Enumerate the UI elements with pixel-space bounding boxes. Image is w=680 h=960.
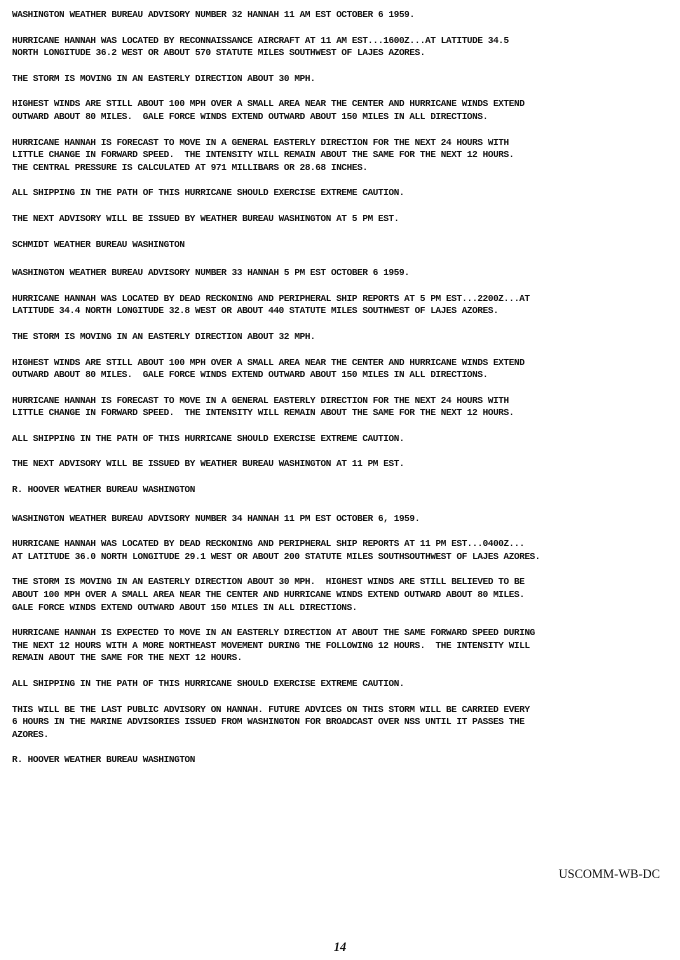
advisory-forecast: HURRICANE HANNAH IS FORECAST TO MOVE IN A GENERAL EASTERLY DIRECTION FOR THE NEXT 24 HOURS WITH LITTLE CHANGE IN FORWARD SPEED. THE INTENSITY WILL REMAIN ABOUT THE SAME FOR THE NEXT 12 HOURS. THE CENTRAL PRESSURE IS CALCULATED AT 971 MILLIBARS OR 28.68 INCHES. <box>12 136 514 173</box>
advisory-forecast: HURRICANE HANNAH IS EXPECTED TO MOVE IN AN EASTERLY DIRECTION AT ABOUT THE SAME FORWARD SPEED DURING THE NEXT 12 HOURS WITH A MORE NORTHEAST MOVEMENT DURING THE FOLLOWING 12 HOURS. THE INTENSITY WILL REMAIN ABOUT THE SAME FOR THE NEXT 12 HOURS. <box>12 627 535 664</box>
advisory-location: HURRICANE HANNAH WAS LOCATED BY DEAD RECKONING AND PERIPHERAL SHIP REPORTS AT 11 PM EST...0400Z... AT LATITUDE 36.0 NORTH LONGITUDE 29.1 WEST OR ABOUT 200 STATUTE MILES SOUTHSOUTHWEST OF LAJES AZORES. <box>12 538 541 562</box>
advisory-document <box>12 9 676 767</box>
advisory-shipping: ALL SHIPPING IN THE PATH OF THIS HURRICANE SHOULD EXERCISE EXTREME CAUTION. <box>12 678 405 689</box>
advisory-winds: HIGHEST WINDS ARE STILL ABOUT 100 MPH OVER A SMALL AREA NEAR THE CENTER AND HURRICANE WINDS EXTEND OUTWARD ABOUT 80 MILES. GALE FORCE WINDS EXTEND OUTWARD ABOUT 150 MILES IN ALL DIRECTIONS. <box>12 356 525 381</box>
advisory-header: WASHINGTON WEATHER BUREAU ADVISORY NUMBER 34 HANNAH 11 PM EST OCTOBER 6, 1959. <box>12 512 420 524</box>
advisory-movement: THE STORM IS MOVING IN AN EASTERLY DIRECTION ABOUT 30 MPH. <box>12 72 316 84</box>
advisory-next: THE NEXT ADVISORY WILL BE ISSUED BY WEATHER BUREAU WASHINGTON AT 11 PM EST. <box>12 458 405 470</box>
advisory-location: HURRICANE HANNAH WAS LOCATED BY DEAD RECKONING AND PERIPHERAL SHIP REPORTS AT 5 PM EST...2200Z...AT LATITUDE 34.4 NORTH LONGITUDE 32.8 WEST OR ABOUT 440 STATUTE MILES SOUTHWEST OF LAJES AZORES. <box>12 292 530 317</box>
advisory-signature: R. HOOVER WEATHER BUREAU WASHINGTON <box>12 754 196 766</box>
advisory-shipping: ALL SHIPPING IN THE PATH OF THIS HURRICANE SHOULD EXERCISE EXTREME CAUTION. <box>12 187 405 199</box>
advisory-movement-winds: THE STORM IS MOVING IN AN EASTERLY DIRECTION ABOUT 30 MPH. HIGHEST WINDS ARE STILL BELIEVED TO BE ABOUT 100 MPH OVER A SMALL AREA NEAR THE CENTER AND HURRICANE WINDS EXTEND OUTWARD ABOUT 80 MILES. GALE FORCE WINDS EXTEND OUTWARD ABOUT 150 MILES IN ALL DIRECTIONS. <box>12 576 525 613</box>
advisory-signature: R. HOOVER WEATHER BUREAU WASHINGTON <box>12 484 196 496</box>
advisory-forecast: HURRICANE HANNAH IS FORECAST TO MOVE IN A GENERAL EASTERLY DIRECTION FOR THE NEXT 24 HOURS WITH LITTLE CHANGE IN FORWARD SPEED. THE INTENSITY WILL REMAIN ABOUT THE SAME FOR THE NEXT 12 HOURS. <box>12 394 514 419</box>
advisory-signature: SCHMIDT WEATHER BUREAU WASHINGTON <box>12 238 185 250</box>
footer-code: USCOMM-WB-DC <box>558 867 660 881</box>
advisory-32 <box>12 9 676 251</box>
advisory-34 <box>12 513 676 767</box>
page-number: 14 <box>333 940 347 954</box>
advisory-location: HURRICANE HANNAH WAS LOCATED BY RECONNAISSANCE AIRCRAFT AT 11 AM EST...1600Z...AT LATITUDE 34.5 NORTH LONGITUDE 36.2 WEST OR ABOUT 570 STATUTE MILES SOUTHWEST OF LAJES AZORES. <box>12 34 509 59</box>
advisory-header: WASHINGTON WEATHER BUREAU ADVISORY NUMBER 33 HANNAH 5 PM EST OCTOBER 6 1959. <box>12 267 410 279</box>
advisory-33 <box>12 267 676 497</box>
advisory-winds: HIGHEST WINDS ARE STILL ABOUT 100 MPH OVER A SMALL AREA NEAR THE CENTER AND HURRICANE WINDS EXTEND OUTWARD ABOUT 80 MILES. GALE FORCE WINDS EXTEND OUTWARD ABOUT 150 MILES IN ALL DIRECTIONS. <box>12 98 525 122</box>
advisory-final-note: THIS WILL BE THE LAST PUBLIC ADVISORY ON HANNAH. FUTURE ADVICES ON THIS STORM WILL BE CARRIED EVERY 6 HOURS IN THE MARINE ADVISORIES ISSUED FROM WASHINGTON FOR BROADCAST OVER NSS UNTIL IT PASSES THE AZORES. <box>12 703 530 740</box>
advisory-movement: THE STORM IS MOVING IN AN EASTERLY DIRECTION ABOUT 32 MPH. <box>12 330 316 342</box>
advisory-next: THE NEXT ADVISORY WILL BE ISSUED BY WEATHER BUREAU WASHINGTON AT 5 PM EST. <box>12 212 399 224</box>
advisory-shipping: ALL SHIPPING IN THE PATH OF THIS HURRICANE SHOULD EXERCISE EXTREME CAUTION. <box>12 432 405 444</box>
advisory-header: WASHINGTON WEATHER BUREAU ADVISORY NUMBER 32 HANNAH 11 AM EST OCTOBER 6 1959. <box>12 9 415 20</box>
